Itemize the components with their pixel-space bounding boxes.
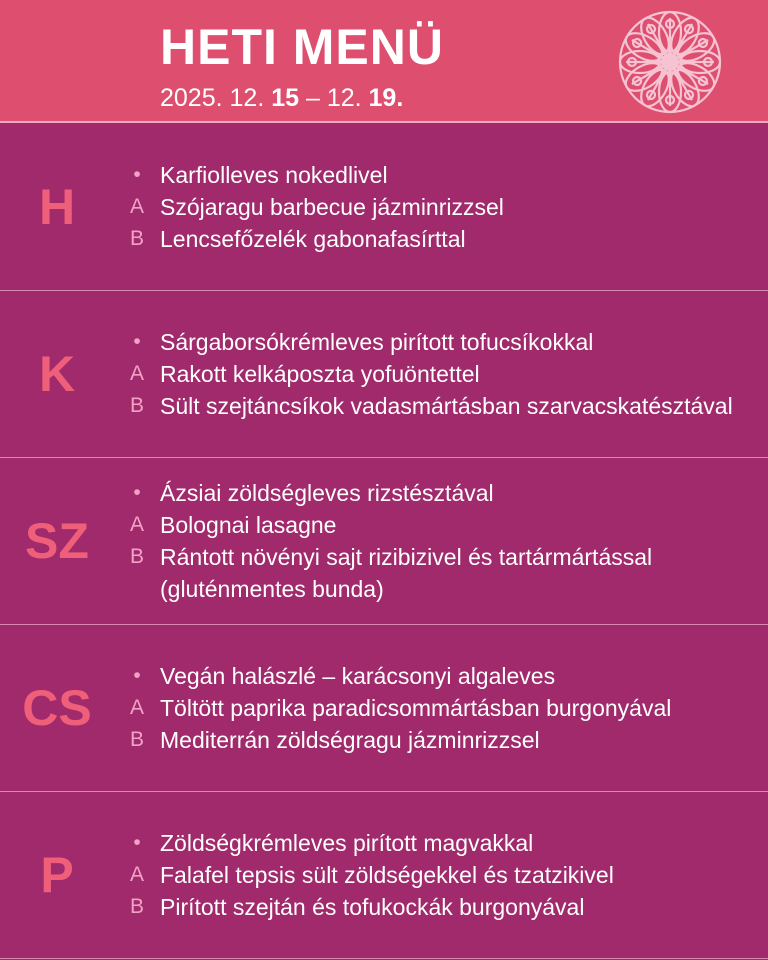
day-letter: H: [38, 179, 76, 235]
item-marker: •: [133, 831, 141, 854]
day-letter: P: [40, 847, 74, 903]
item-text: Vegán halászlé – karácsonyi algaleves: [160, 663, 556, 689]
item-text: Szójaragu barbecue jázminrizzsel: [160, 194, 504, 220]
menu-item: [114, 891, 750, 923]
date-start: 15: [271, 84, 300, 112]
item-text: Mediterrán zöldségragu jázminrizzsel: [160, 727, 540, 753]
menu-item: [114, 223, 750, 255]
day-section: [0, 625, 768, 792]
item-marker: A: [129, 195, 144, 218]
item-text: Rántott növényi sajt rizibizivel és tartármártással (gluténmentes bunda): [160, 544, 653, 602]
menu-item: [114, 191, 750, 223]
item-marker: B: [129, 545, 144, 568]
day-section: [0, 124, 768, 291]
day-section: [0, 291, 768, 458]
item-marker: •: [133, 481, 141, 504]
menu-item: [114, 859, 750, 891]
item-text: Sárgaborsókrémleves pirított tofucsíkokkal: [160, 329, 594, 355]
item-marker: B: [129, 394, 144, 417]
item-text: Pirított szejtán és tofukockák burgonyával: [160, 894, 585, 920]
menu-items: [114, 159, 750, 255]
header: [0, 0, 768, 123]
day-letter: CS: [22, 680, 92, 736]
item-text: Bolognai lasagne: [160, 512, 337, 538]
page-title: HETI MENÜ: [160, 19, 444, 75]
date-end: 19.: [368, 84, 404, 112]
item-marker: •: [133, 163, 141, 186]
item-text: Sült szejtáncsíkok vadasmártásban szarvacskatésztával: [160, 393, 733, 419]
item-marker: B: [129, 895, 144, 918]
item-text: Ázsiai zöldségleves rizstésztával: [160, 480, 494, 506]
day-section: [0, 458, 768, 625]
item-marker: A: [129, 362, 144, 385]
item-text: Zöldségkrémleves pirított magvakkal: [160, 830, 534, 856]
menu-item: [114, 509, 750, 541]
item-text: Rakott kelkáposzta yofuöntettel: [160, 361, 480, 387]
mandala-icon: [618, 10, 722, 114]
menu-item: [114, 827, 750, 859]
date-mid: – 12.: [299, 84, 369, 112]
item-marker: A: [129, 513, 144, 536]
menu-items: [114, 827, 750, 923]
item-marker: A: [129, 863, 144, 886]
menu-item: [114, 159, 750, 191]
item-marker: B: [129, 728, 144, 751]
item-text: Töltött paprika paradicsommártásban burgonyával: [160, 695, 672, 721]
date-range: [160, 84, 403, 113]
day-section: [0, 792, 768, 959]
item-marker: •: [133, 330, 141, 353]
item-marker: B: [129, 227, 144, 250]
menu-items: [114, 477, 750, 605]
menu-item: [114, 326, 750, 358]
day-letter: SZ: [25, 513, 89, 569]
menu-item: [114, 358, 750, 390]
menu-item: [114, 724, 750, 756]
menu-item: [114, 692, 750, 724]
menu-items: [114, 660, 750, 756]
item-text: Falafel tepsis sült zöldségekkel és tzatzikivel: [160, 862, 614, 888]
item-marker: •: [133, 664, 141, 687]
item-text: Lencsefőzelék gabonafasírttal: [160, 226, 466, 252]
menu-item: [114, 477, 750, 509]
item-marker: A: [129, 696, 144, 719]
item-text: Karfiolleves nokedlivel: [160, 162, 388, 188]
day-letter: K: [38, 346, 76, 402]
menu-item: [114, 541, 750, 605]
menu-items: [114, 326, 750, 422]
date-prefix: 2025. 12.: [160, 84, 272, 112]
menu-item: [114, 390, 750, 422]
menu-item: [114, 660, 750, 692]
